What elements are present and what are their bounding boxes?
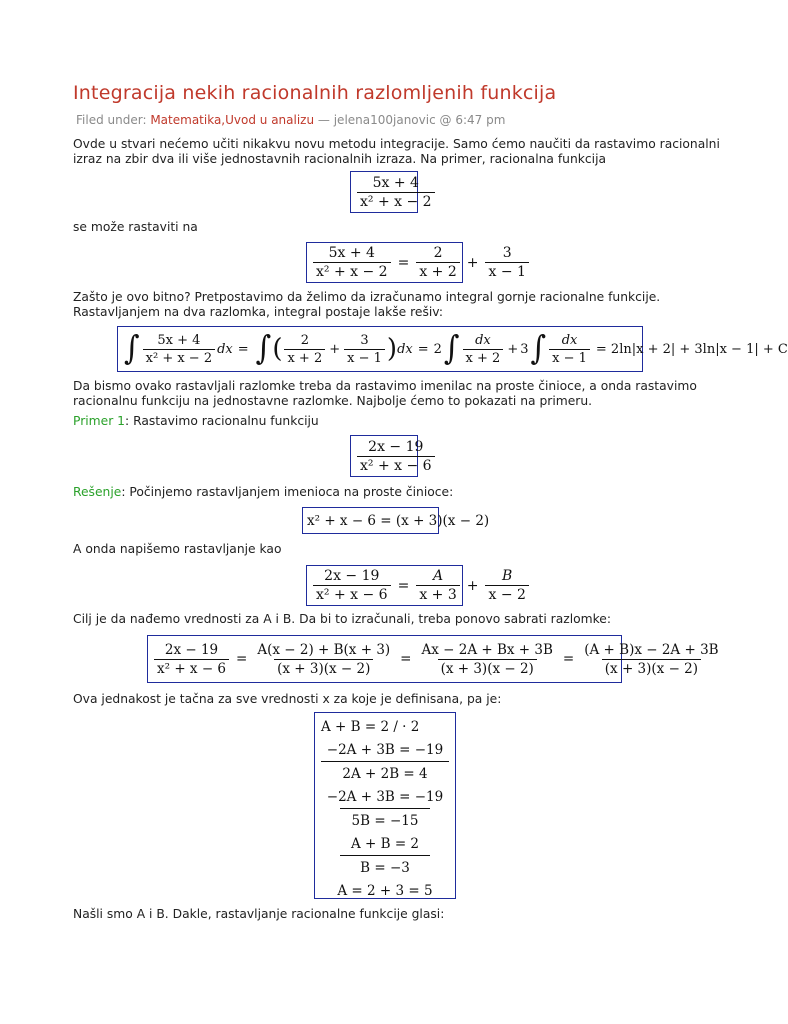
example-text: : Rastavimo racionalnu funkciju [125, 414, 319, 428]
solution-label: Rešenje [73, 485, 122, 499]
category-links[interactable]: Matematika,Uvod u analizu [150, 113, 315, 127]
formula-factorization [302, 507, 490, 534]
fraction-numerator: Ax − 2A + Bx + 3B [421, 641, 553, 658]
fraction-denominator: x − 1 [344, 349, 385, 366]
fraction-numerator: 2x − 19 [164, 641, 219, 658]
intro-paragraph [73, 137, 720, 167]
then-write-text: A onda napišemo rastavljanje kao [73, 542, 282, 556]
fraction-numerator: A(x − 2) + B(x + 3) [257, 641, 391, 658]
fraction-denominator: (x + 3)(x − 2) [438, 659, 537, 677]
solution-heading [73, 485, 453, 500]
formula-recombine: $\frac{2x - 19}{\text{x² + x − 6}}$ = $\frac{A(x - 2) + B(x + 3)}{(x + 3)(x - 2)}$ = $\frac{Ax - 2A + Bx + 3B}{(x + 3)(x - 2)}$ = $\frac{(A + B)x - 2A + 3B}{(x + 3)(x - 2)}$ [147, 635, 622, 683]
howto-paragraph [73, 379, 697, 409]
system-line-4: −2A + 3B = −19 [326, 788, 444, 805]
intro-line-2: izraz na zbir dva ili više jednostavnih racionalnih izraza. Na primer, racionalna funkcija [73, 152, 607, 166]
system-line-3: 2A + 2B = 4 [342, 765, 428, 782]
formula-partial-fractions: $\frac{2x - 19}{\text{x² + x − 6}}$ = $\frac{A}{x + 3}$ + $\frac{B}{x - 2}$ [306, 565, 463, 606]
filed-under-label: Filed under: [76, 113, 147, 127]
solution-text: : Počinjemo rastavljanjem imenioca na proste činioce: [121, 485, 454, 499]
fraction-numerator: 2 [300, 332, 309, 348]
system-line-6: A + B = 2 [350, 835, 420, 852]
page-title: Integracija nekih racionalnih razlomljenih funkcija [73, 82, 557, 104]
system-line-8: A = 2 + 3 = 5 [337, 882, 433, 899]
example-heading [73, 414, 319, 429]
fraction-denominator: x² + x − 2 [357, 192, 435, 210]
post-meta [76, 113, 505, 127]
fraction-denominator: x² + x − 2 [143, 349, 215, 366]
can-split-text: se može rastaviti na [73, 220, 198, 234]
fraction-denominator: x + 2 [416, 262, 459, 280]
system-line-5: 5B = −15 [351, 812, 419, 829]
fraction-denominator: x − 2 [485, 585, 528, 603]
why-line-1: Zašto je ovo bitno? Pretpostavimo da želimo da izračunamo integral gornje racionalne funkcije. [73, 290, 661, 304]
fraction-denominator: x² + x − 2 [313, 262, 391, 280]
fraction-denominator: (x + 3)(x − 2) [602, 659, 701, 677]
fraction-numerator: 5x + 4 [157, 332, 201, 348]
goal-text: Cilj je da nađemo vrednosti za A i B. Da bi to izračunali, treba ponovo sabrati razlomke: [73, 612, 612, 626]
why-paragraph [73, 290, 660, 320]
valid-text: Ova jednakost je tačna za sve vrednosti x za koje je definisana, pa je: [73, 692, 502, 706]
fraction-numerator: 5x + 4 [372, 174, 419, 191]
integral-result: = 2ln|x + 2| + 3ln|x − 1| + C [595, 341, 788, 357]
howto-line-1: Da bismo ovako rastavljali razlomke treba da rastavimo imenilac na proste činioce, a onda rastavimo [73, 379, 697, 393]
example-label: Primer 1 [73, 414, 126, 428]
why-line-2: Rastavljanjem na dva razlomka, integral postaje lakše rešiv: [73, 305, 444, 319]
fraction-denominator: x + 2 [463, 349, 504, 366]
fraction-numerator: 2x − 19 [324, 568, 380, 584]
intro-line-1: Ovde u stvari nećemo učiti nikakvu novu metodu integracije. Samo ćemo naučiti da rastavimo racionalni [73, 137, 720, 151]
system-line-2: −2A + 3B = −19 [326, 741, 444, 758]
fraction-denominator: x + 3 [416, 585, 459, 603]
found-text: Našli smo A i B. Dakle, rastavljanje racionalne funkcije glasi: [73, 907, 445, 921]
formula-rational-function [350, 171, 432, 213]
fraction-denominator: x² + x − 6 [357, 456, 435, 474]
fraction-numerator: 2 [433, 245, 443, 261]
fraction-denominator: x − 1 [549, 349, 590, 366]
howto-line-2: racionalnu funkciju na jednostavne razlomke. Najbolje ćemo to pokazati na primeru. [73, 394, 593, 408]
fraction-numerator: 5x + 4 [328, 245, 375, 261]
fraction-denominator: x² + x − 6 [313, 585, 391, 603]
fraction-numerator: (A + B)x − 2A + 3B [584, 641, 719, 658]
fraction-denominator: x² + x − 6 [154, 659, 229, 677]
author-time: — jelena100janovic @ 6:47 pm [317, 113, 506, 127]
formula-split: $\frac{5x + 4}{\text{x² + x − 2}}$ = $\frac{2}{x + 2}$ + $\frac{3}{x - 1}$ [306, 242, 463, 283]
fraction-numerator: 2x − 19 [368, 438, 424, 455]
system-line-1: A + B = 2 / · 2 [321, 718, 420, 735]
fraction-denominator: x − 1 [485, 262, 528, 280]
factorization-text: x² + x − 6 = (x + 3)(x − 2) [307, 512, 490, 529]
fraction-denominator: x + 2 [284, 349, 325, 366]
fraction-numerator: 3 [502, 245, 512, 261]
fraction-denominator: (x + 3)(x − 2) [274, 659, 373, 677]
equation-system [314, 712, 456, 899]
formula-integral: ∫ $\frac{5x + 4}{\text{x² + x − 2}}$ dx = ∫ ( $\frac{2}{x + 2}$ + $\frac{3}{x - 1}$ ) dx = 2 ∫ $\frac{dx}{x + 2}$ + 3 ∫ $\frac{dx}{x - 1}$ = 2ln|x + 2| + 3ln|x − 1| + C [117, 326, 643, 372]
fraction-numerator: 3 [360, 332, 369, 348]
formula-example-function [350, 435, 432, 477]
system-line-7: B = −3 [360, 859, 410, 876]
